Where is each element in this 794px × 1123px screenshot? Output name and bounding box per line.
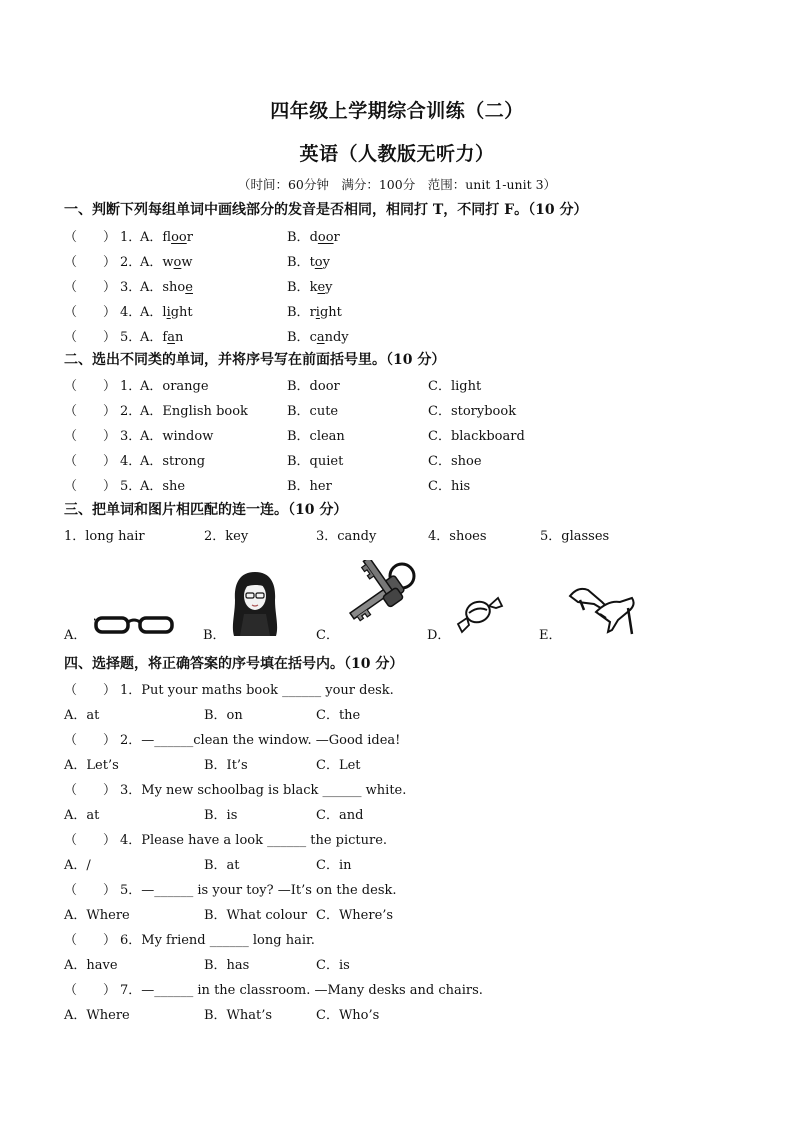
question-text: 1．Put your maths book ______ your desk. (120, 683, 394, 698)
option-b[interactable]: B．What’s (204, 1008, 273, 1023)
option-b: B．door (287, 230, 340, 245)
answer-bracket[interactable]: （ ） (64, 933, 117, 948)
answer-bracket[interactable]: （ ） (64, 379, 117, 394)
answer-bracket[interactable]: （ ） (64, 833, 117, 848)
match-word-5[interactable]: 5．glasses (540, 529, 610, 544)
option-c[interactable]: C．in (316, 858, 352, 873)
answer-bracket[interactable]: （ ） (64, 733, 117, 748)
question-number: 1． (120, 379, 142, 394)
question-number: 4． (120, 305, 142, 320)
question-text: 3．My new schoolbag is black ______ white. (120, 783, 407, 798)
question-number: 1． (120, 230, 142, 245)
option-c: C．blackboard (428, 429, 525, 444)
option-a: A．shoe (140, 280, 193, 295)
option-c: C．storybook (428, 404, 517, 419)
answer-bracket[interactable]: （ ） (64, 404, 117, 419)
option-a[interactable]: A．at (64, 708, 100, 723)
question-text: 7．—______ in the classroom. —Many desks and chairs. (120, 983, 483, 998)
option-b: B．right (287, 305, 342, 320)
option-a[interactable]: A．at (64, 808, 100, 823)
picture-e-label: E． (539, 628, 562, 643)
option-a: A．she (140, 479, 186, 494)
match-word-2[interactable]: 2．key (204, 529, 249, 544)
option-c[interactable]: C．Who’s (316, 1008, 380, 1023)
match-word-4[interactable]: 4．shoes (428, 529, 487, 544)
question-number: 2． (120, 255, 142, 270)
question-text: 6．My friend ______ long hair. (120, 933, 315, 948)
option-c[interactable]: C．the (316, 708, 361, 723)
option-b: B．door (287, 379, 340, 394)
page-subtitle: 英语（人教版无听力） (299, 143, 495, 165)
answer-bracket[interactable]: （ ） (64, 230, 117, 245)
option-b: B．candy (287, 330, 349, 345)
question-number: 5． (120, 330, 142, 345)
exam-meta: （时间：60分钟 满分：100分 范围：unit 1-unit 3） (237, 177, 557, 192)
match-word-3[interactable]: 3．candy (316, 529, 377, 544)
answer-bracket[interactable]: （ ） (64, 280, 117, 295)
option-a: A．orange (140, 379, 209, 394)
option-a[interactable]: A．have (64, 958, 118, 973)
section-4-heading: 四、选择题，将正确答案的序号填在括号内。（10 分） (64, 656, 404, 672)
option-a: A．light (140, 305, 193, 320)
glasses-icon[interactable] (94, 612, 174, 636)
long-hair-girl-icon[interactable] (228, 570, 282, 638)
picture-c-label: C． (316, 628, 339, 643)
option-c: C．light (428, 379, 482, 394)
answer-bracket[interactable]: （ ） (64, 454, 117, 469)
answer-bracket[interactable]: （ ） (64, 330, 117, 345)
answer-bracket[interactable]: （ ） (64, 683, 117, 698)
option-b[interactable]: B．is (204, 808, 238, 823)
section-1-heading: 一、判断下列每组单词中画线部分的发音是否相同，相同打 T，不同打 F。（10 分） (64, 202, 588, 218)
option-a[interactable]: A．/ (64, 858, 91, 873)
candy-icon[interactable] (452, 592, 506, 636)
option-a: A．wow (140, 255, 193, 270)
option-c[interactable]: C．Where’s (316, 908, 394, 923)
option-a[interactable]: A．Let’s (64, 758, 119, 773)
option-a: A．fan (140, 330, 184, 345)
answer-bracket[interactable]: （ ） (64, 429, 117, 444)
option-c: C．shoe (428, 454, 482, 469)
section-3-heading: 三、把单词和图片相匹配的连一连。（10 分） (64, 502, 348, 518)
answer-bracket[interactable]: （ ） (64, 479, 117, 494)
answer-bracket[interactable]: （ ） (64, 883, 117, 898)
option-a: A．floor (140, 230, 193, 245)
picture-a-label: A． (64, 628, 87, 643)
picture-d-label: D． (427, 628, 451, 643)
answer-bracket[interactable]: （ ） (64, 255, 117, 270)
option-b: B．cute (287, 404, 339, 419)
match-word-1[interactable]: 1．long hair (64, 529, 145, 544)
picture-b-label: B． (203, 628, 226, 643)
answer-bracket[interactable]: （ ） (64, 783, 117, 798)
option-b[interactable]: B．What colour (204, 908, 308, 923)
option-c: C．his (428, 479, 471, 494)
keys-icon[interactable] (340, 560, 422, 636)
question-number: 2． (120, 404, 142, 419)
option-a: A．window (140, 429, 214, 444)
option-b[interactable]: B．on (204, 708, 243, 723)
option-c[interactable]: C．and (316, 808, 364, 823)
question-text: 5．—______ is your toy? —It’s on the desk. (120, 883, 397, 898)
option-c[interactable]: C．is (316, 958, 350, 973)
answer-bracket[interactable]: （ ） (64, 305, 117, 320)
option-a[interactable]: A．Where (64, 908, 130, 923)
option-a: A．strong (140, 454, 206, 469)
option-b: B．her (287, 479, 332, 494)
question-number: 4． (120, 454, 142, 469)
page-title: 四年级上学期综合训练（二） (270, 100, 524, 122)
option-b[interactable]: B．has (204, 958, 250, 973)
section-2-heading: 二、选出不同类的单词，并将序号写在前面括号里。（10 分） (64, 352, 446, 368)
option-b: B．clean (287, 429, 345, 444)
answer-bracket[interactable]: （ ） (64, 983, 117, 998)
option-b: B．key (287, 280, 333, 295)
option-b: B．toy (287, 255, 330, 270)
question-number: 3． (120, 280, 142, 295)
question-number: 5． (120, 479, 142, 494)
option-b[interactable]: B．at (204, 858, 240, 873)
option-c[interactable]: C．Let (316, 758, 361, 773)
option-b: B．quiet (287, 454, 344, 469)
question-text: 2．—______clean the window. —Good idea! (120, 733, 401, 748)
option-a[interactable]: A．Where (64, 1008, 130, 1023)
option-a: A．English book (140, 404, 248, 419)
option-b[interactable]: B．It’s (204, 758, 248, 773)
shoes-icon[interactable] (566, 580, 638, 636)
question-text: 4．Please have a look ______ the picture. (120, 833, 388, 848)
question-number: 3． (120, 429, 142, 444)
